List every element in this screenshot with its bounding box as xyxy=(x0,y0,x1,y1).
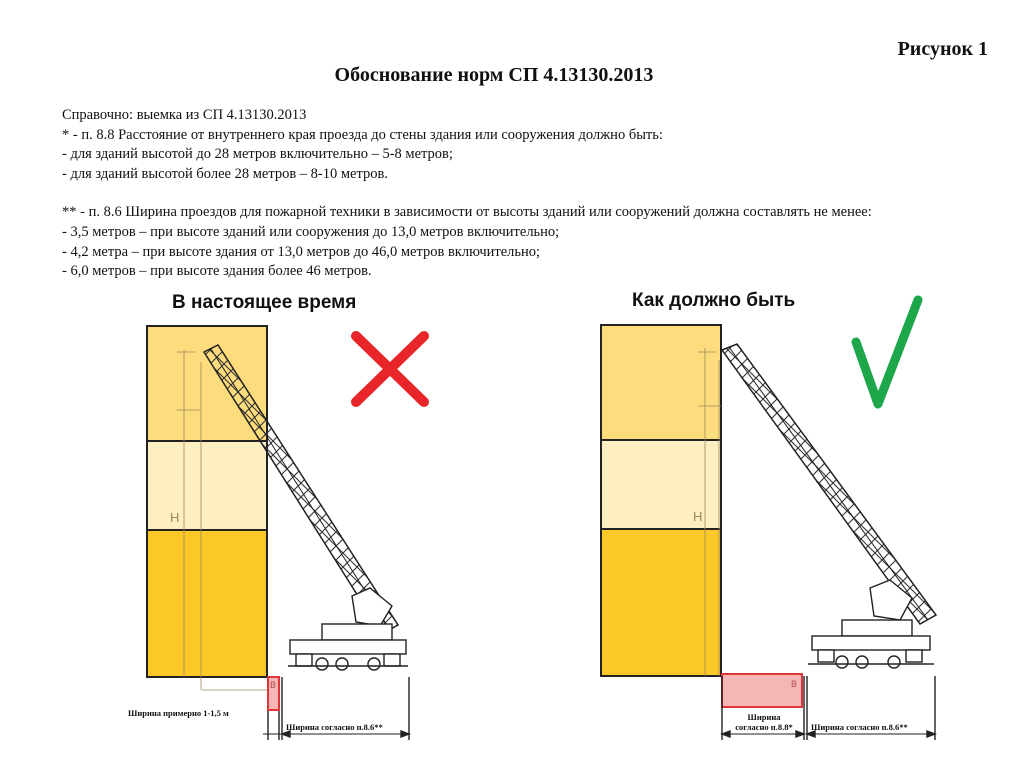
left-panel-title: В настоящее время xyxy=(172,292,357,313)
reference-line: - 3,5 метров – при высоте зданий или сооружения до 13,0 метров включительно; xyxy=(62,223,560,240)
right-building-top-section xyxy=(601,325,721,440)
left-b-label: B xyxy=(270,680,277,690)
reference-line: - 4,2 метра – при высоте здания от 13,0 метров до 46,0 метров включительно; xyxy=(62,243,541,260)
right-building-bottom-section xyxy=(601,529,721,676)
right-height-label: H xyxy=(693,509,703,524)
right-panel-title: Как должно быть xyxy=(632,290,796,311)
left-height-label: H xyxy=(170,510,180,525)
right-wide-label-line1: Ширина xyxy=(747,712,781,722)
right-ladder-boom xyxy=(722,344,936,624)
reference-line: Справочно: выемка из СП 4.13130.2013 xyxy=(62,107,307,123)
reference-line: - 6,0 метров – при высоте здания более 46 метров. xyxy=(62,263,372,280)
right-building-middle-section xyxy=(601,440,721,529)
reference-line: ** - п. 8.6 Ширина проездов для пожарной техники в зависимости от высоты зданий или сооружений должна составлять не менее: xyxy=(62,204,872,221)
right-scheme xyxy=(601,300,936,740)
figure-number: Рисунок 1 xyxy=(897,38,988,60)
page-title: Обоснование норм СП 4.13130.2013 xyxy=(334,64,654,86)
right-wide-gap-highlight xyxy=(722,674,802,707)
cross-icon xyxy=(356,336,424,402)
right-wide-label-line2: согласно п.8.8* xyxy=(735,722,793,732)
left-narrow-width-label: Ширина примерно 1-1,5 м xyxy=(128,708,229,718)
right-b-label: B xyxy=(791,679,798,689)
left-building-middle-section xyxy=(147,441,267,530)
reference-line: - для зданий высотой до 28 метров включительно – 5-8 метров; xyxy=(62,146,453,163)
reference-line: * - п. 8.8 Расстояние от внутреннего края проезда до стены здания или сооружения должно быть: xyxy=(62,126,663,143)
reference-line: - для зданий высотой более 28 метров – 8-10 метров. xyxy=(62,165,388,182)
right-road-width-label: Ширина согласно п.8.6** xyxy=(811,722,908,732)
left-road-width-label: Ширина согласно п.8.6** xyxy=(286,722,383,732)
check-icon xyxy=(856,300,918,404)
right-wide-width-label xyxy=(726,712,802,732)
left-fire-truck xyxy=(288,588,408,670)
left-scheme xyxy=(147,326,424,740)
left-building-bottom-section xyxy=(147,530,267,677)
